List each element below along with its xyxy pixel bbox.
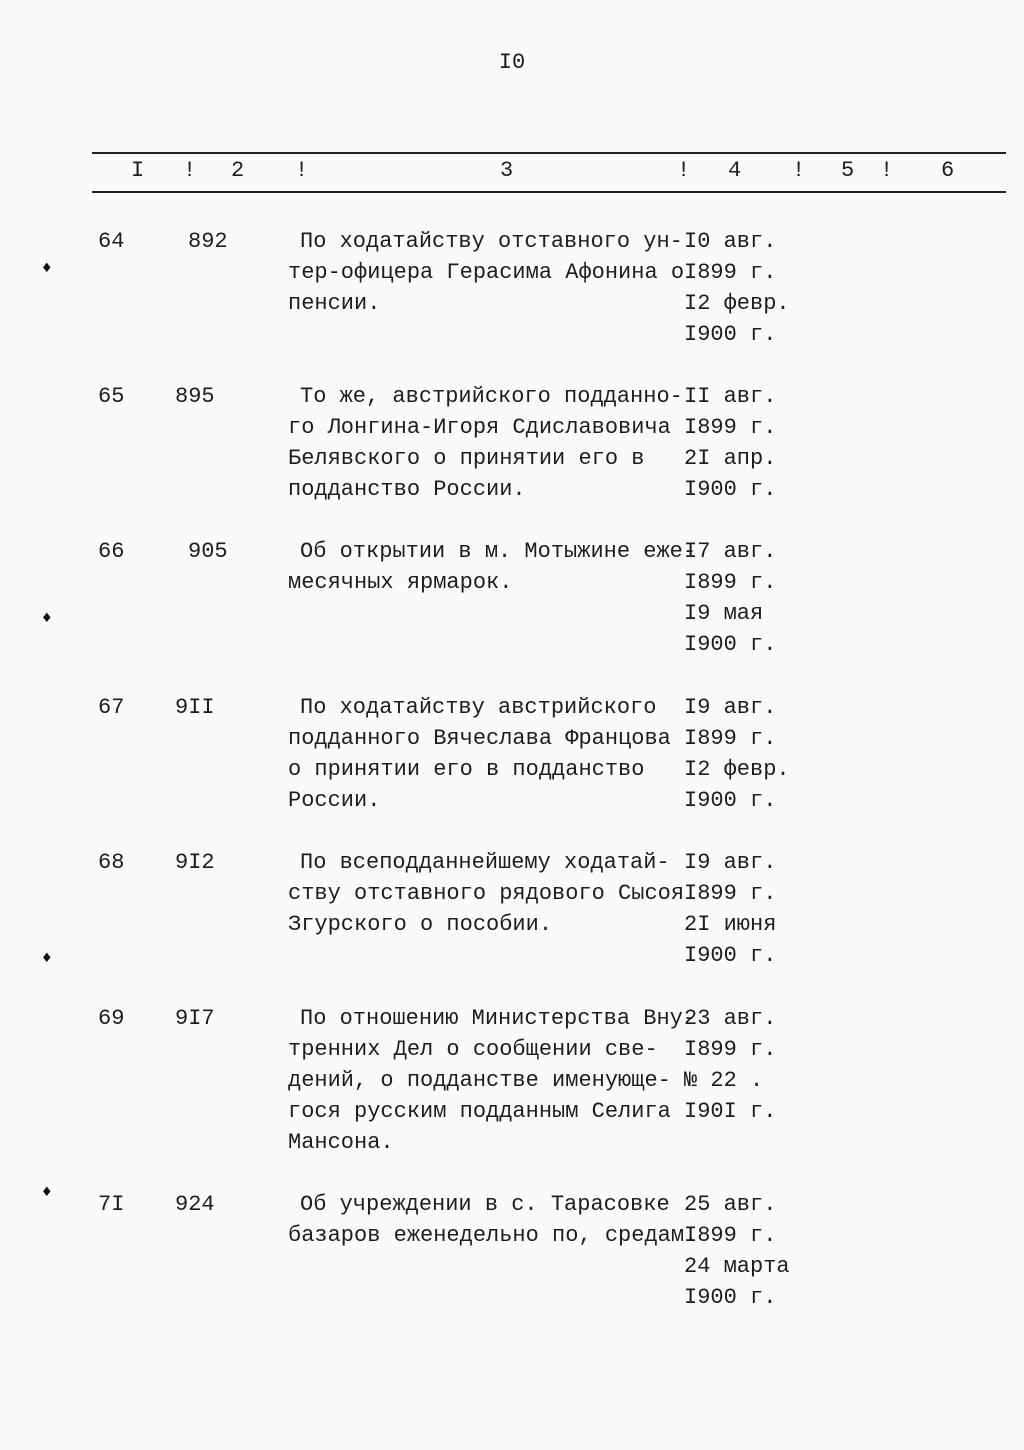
header-col-6: 6: [941, 158, 955, 183]
date-line: I900 г.: [684, 788, 777, 813]
date-line: I7 авг.: [684, 539, 777, 564]
table-header: [0, 158, 1024, 188]
description-line: По ходатайству отставного ун-: [300, 229, 683, 254]
header-separator: !: [295, 158, 309, 183]
page-number: I0: [498, 50, 526, 75]
entry-number: 64: [98, 229, 125, 254]
entry-description: [288, 1003, 697, 1158]
description-line: пенсии.: [288, 291, 381, 316]
entry-number: 69: [98, 1006, 125, 1031]
file-number: 9I2: [175, 850, 215, 875]
description-line: По отношению Министерства Вну-: [300, 1006, 697, 1031]
header-col-4: 4: [728, 158, 742, 183]
date-line: I0 авг.: [684, 229, 777, 254]
entry-dates: [684, 536, 824, 660]
description-line: По всеподданнейшему ходатай-: [300, 850, 670, 875]
entry-dates: [684, 847, 824, 971]
punch-hole-mark: ♦: [42, 949, 52, 967]
header-col-5: 5: [841, 158, 855, 183]
entry-number: 68: [98, 850, 125, 875]
date-line: I899 г.: [684, 570, 777, 595]
date-line: I90I г.: [684, 1099, 777, 1124]
description-line: тер-офицера Герасима Афонина о: [288, 260, 685, 285]
file-number: 9II: [175, 695, 215, 720]
date-line: I2 февр.: [684, 291, 790, 316]
entry-description: [288, 536, 697, 598]
file-number: 9I7: [175, 1006, 215, 1031]
description-line: о принятии его в подданство: [288, 757, 645, 782]
description-line: базаров еженедельно по, средам.: [288, 1223, 698, 1248]
date-line: I899 г.: [684, 1223, 777, 1248]
entry-description: [288, 381, 695, 505]
entry-description: [288, 1189, 698, 1251]
date-line: I900 г.: [684, 1285, 777, 1310]
description-line: ству отставного рядового Сысоя: [288, 881, 685, 906]
table-top-rule: [92, 152, 1006, 154]
entry-dates: [684, 381, 824, 505]
header-separator: !: [792, 158, 806, 183]
date-line: 24 марта: [684, 1254, 790, 1279]
entry-number: 66: [98, 539, 125, 564]
description-line: По ходатайству австрийского: [300, 695, 657, 720]
entry-description: [288, 692, 695, 816]
punch-hole-mark: ♦: [42, 1183, 52, 1201]
header-col-1: I: [131, 158, 145, 183]
header-separator: !: [677, 158, 691, 183]
entry-dates: [684, 1189, 824, 1313]
entry-number: 7I: [98, 1192, 125, 1217]
entry-number: 67: [98, 695, 125, 720]
file-number: 905: [188, 539, 228, 564]
date-line: I899 г.: [684, 415, 777, 440]
description-line: го Лонгина-Игоря Сдиславовича: [288, 415, 671, 440]
date-line: № 22 .: [684, 1068, 764, 1093]
description-line: подданство России.: [288, 477, 526, 502]
description-line: Белявского о принятии его в: [288, 446, 645, 471]
description-line: Об открытии в м. Мотыжине еже-: [300, 539, 697, 564]
file-number: 892: [188, 229, 228, 254]
entry-dates: [684, 226, 824, 350]
description-line: дений, о подданстве именующе-: [288, 1068, 671, 1093]
description-line: Згурского о пособии.: [288, 912, 553, 937]
header-separator: !: [880, 158, 894, 183]
description-line: месячных ярмарок.: [288, 570, 513, 595]
entry-description: [288, 226, 695, 319]
date-line: I899 г.: [684, 1037, 777, 1062]
punch-hole-mark: ♦: [42, 259, 52, 277]
date-line: 2I июня: [684, 912, 777, 937]
date-line: I9 авг.: [684, 695, 777, 720]
entry-number: 65: [98, 384, 125, 409]
file-number: 924: [175, 1192, 215, 1217]
entry-dates: [684, 692, 824, 816]
date-line: 25 авг.: [684, 1192, 777, 1217]
date-line: I899 г.: [684, 881, 777, 906]
description-line: подданного Вячеслава Францова: [288, 726, 671, 751]
date-line: I900 г.: [684, 632, 777, 657]
header-col-2: 2: [231, 158, 245, 183]
date-line: I9 мая: [684, 601, 764, 626]
entry-dates: [684, 1003, 824, 1127]
file-number: 895: [175, 384, 215, 409]
date-line: I900 г.: [684, 943, 777, 968]
date-line: 23 авг.: [684, 1006, 777, 1031]
date-line: I2 февр.: [684, 757, 790, 782]
table-header-rule: [92, 191, 1006, 193]
description-line: Об учреждении в с. Тарасовке: [300, 1192, 670, 1217]
date-line: 2I апр.: [684, 446, 777, 471]
date-line: II авг.: [684, 384, 777, 409]
date-line: I900 г.: [684, 322, 777, 347]
description-line: То же, австрийского подданно-: [300, 384, 683, 409]
date-line: I899 г.: [684, 726, 777, 751]
header-separator: !: [183, 158, 197, 183]
header-col-3: 3: [500, 158, 514, 183]
entry-description: [288, 847, 695, 940]
date-line: I899 г.: [684, 260, 777, 285]
description-line: Мансона.: [288, 1130, 394, 1155]
description-line: тренних Дел о сообщении све-: [288, 1037, 658, 1062]
date-line: I9 авг.: [684, 850, 777, 875]
date-line: I900 г.: [684, 477, 777, 502]
description-line: России.: [288, 788, 381, 813]
punch-hole-mark: ♦: [42, 609, 52, 627]
description-line: гося русским подданным Селига: [288, 1099, 671, 1124]
